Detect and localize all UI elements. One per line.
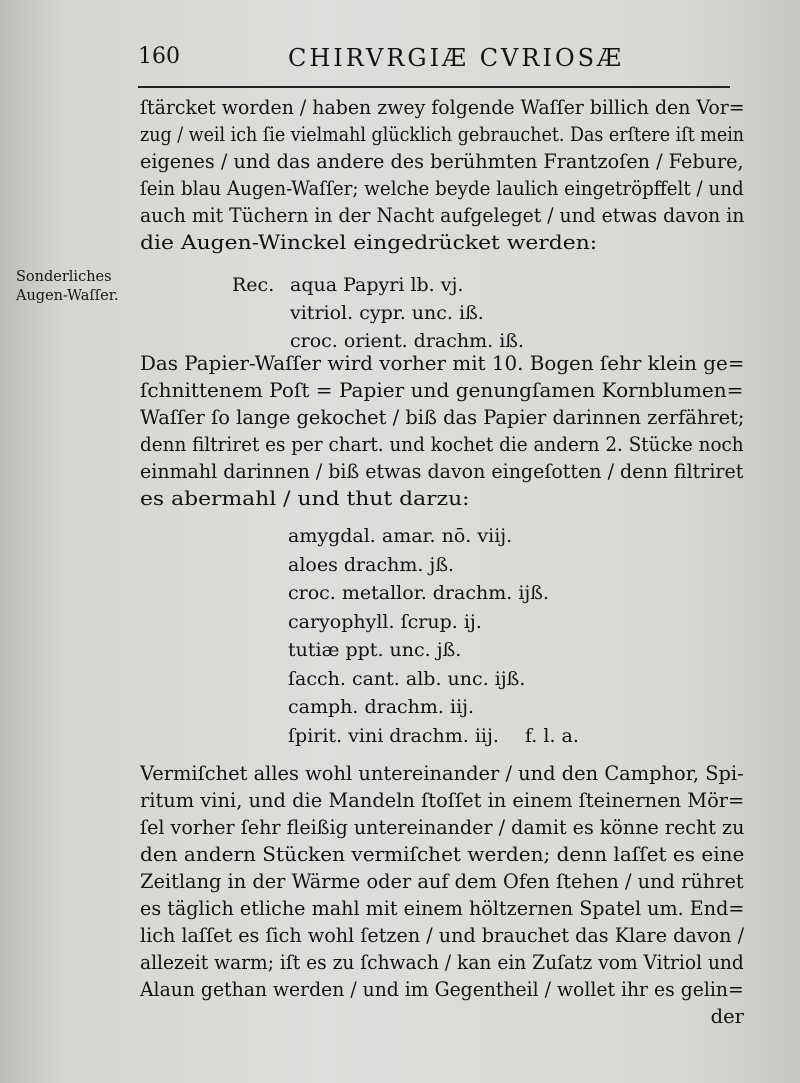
text-line: auch mit Tüchern in der Nacht aufgeleget / und etwas davon in [140,204,745,227]
text-line: allezeit warm; iſt es zu ſchwach / kan ein Zuſatz vom Vitriol und [140,951,744,974]
paragraph-1 [140,94,744,256]
recipe-2 [288,522,579,750]
text-line: eigenes / und das andere des berühmten Frantzoſen / Febure, [140,150,744,173]
ingredient-line: aqua Papyri lb. vj. [290,274,464,296]
text-line: ritum vini, und die Mandeln ſtoſſet in einem ſteinernen Mör= [140,789,744,812]
running-title: CHIRVRGIÆ CVRIOSÆ [288,44,625,72]
ingredient-line: ſacch. cant. alb. unc. ijß. [288,667,526,690]
text-line: zug / weil ich ſie vielmahl glücklich gebrauchet. Das erſtere iſt mein [140,123,744,146]
text-line: die Augen-Winckel eingedrücket werden: [140,231,598,254]
text-line: ſel vorher ſehr fleißig untereinander / damit es könne recht zu [140,816,745,839]
page-number: 160 [138,44,180,69]
text-line: es täglich etliche mahl mit einem höltzernen Spatel um. End= [140,897,745,920]
ingredient-line: caryophyll. ſcrup. ij. [288,610,482,633]
margin-note [16,268,134,306]
text-line: Zeitlang in der Wärme oder auf dem Ofen ſtehen / und rühret [140,870,744,893]
text-line: Das Papier-Waſſer wird vorher mit 10. Bogen ſehr klein ge= [140,352,745,375]
margin-note-line: Augen-Waſſer. [16,288,119,304]
catchword: der [710,1005,744,1028]
paragraph-2 [140,350,744,512]
page-header [138,44,738,76]
text-line: Waſſer ſo lange gekochet / biß das Papier darinnen zerfähret; [140,406,744,429]
text-line: Alaun gethan werden / und im Gegentheil / wollet ihr es gelin= [140,978,744,1001]
ingredient-text: ſpirit. vini drachm. iij. [288,724,499,747]
text-line: den andern Stücken vermiſchet werden; denn laſſet es eine [140,843,744,866]
ingredient-line: croc. metallor. drachm. ijß. [288,582,550,604]
fiat-lege-artis: f. l. a. [524,724,579,747]
ingredient-line-last [288,722,579,751]
ingredient-line: camph. drachm. iij. [288,696,475,718]
text-line: ſchnittenem Poſt = Papier und genungſamen Kornblumen= [140,379,744,402]
text-line: ſtärcket worden / haben zwey folgende Waſſer billich den Vor= [140,96,745,119]
margin-note-line: Sonderliches [16,269,112,285]
catchword-block [140,1003,744,1030]
header-rule [138,86,730,88]
text-line: Vermiſchet alles wohl untereinander / und den Camphor, Spi- [140,762,744,785]
text-line: ſein blau Augen-Waſſer; welche beyde laulich eingetröpffelt / und [140,177,744,200]
ingredient-line: tutiæ ppt. unc. jß. [288,639,462,661]
ingredient-line: croc. orient. drachm. iß. [290,330,525,352]
text-line: lich laſſet es ſich wohl ſetzen / und brauchet das Klare davon / [140,924,744,947]
ingredient-line: vitriol. cypr. unc. iß. [290,302,484,324]
text-line: es abermahl / und thut darzu: [140,487,470,510]
text-line: einmahl darinnen / biß etwas davon eingeſotten / denn filtriret [140,460,744,483]
ingredient-line: aloes drachm. jß. [288,553,455,576]
text-line: denn filtriret es per chart. und kochet die andern 2. Stücke noch [140,433,744,456]
paragraph-3 [140,760,744,1003]
ingredient-line: amygdal. amar. nō. viij. [288,525,513,547]
recipe-label: Rec. [232,274,275,296]
